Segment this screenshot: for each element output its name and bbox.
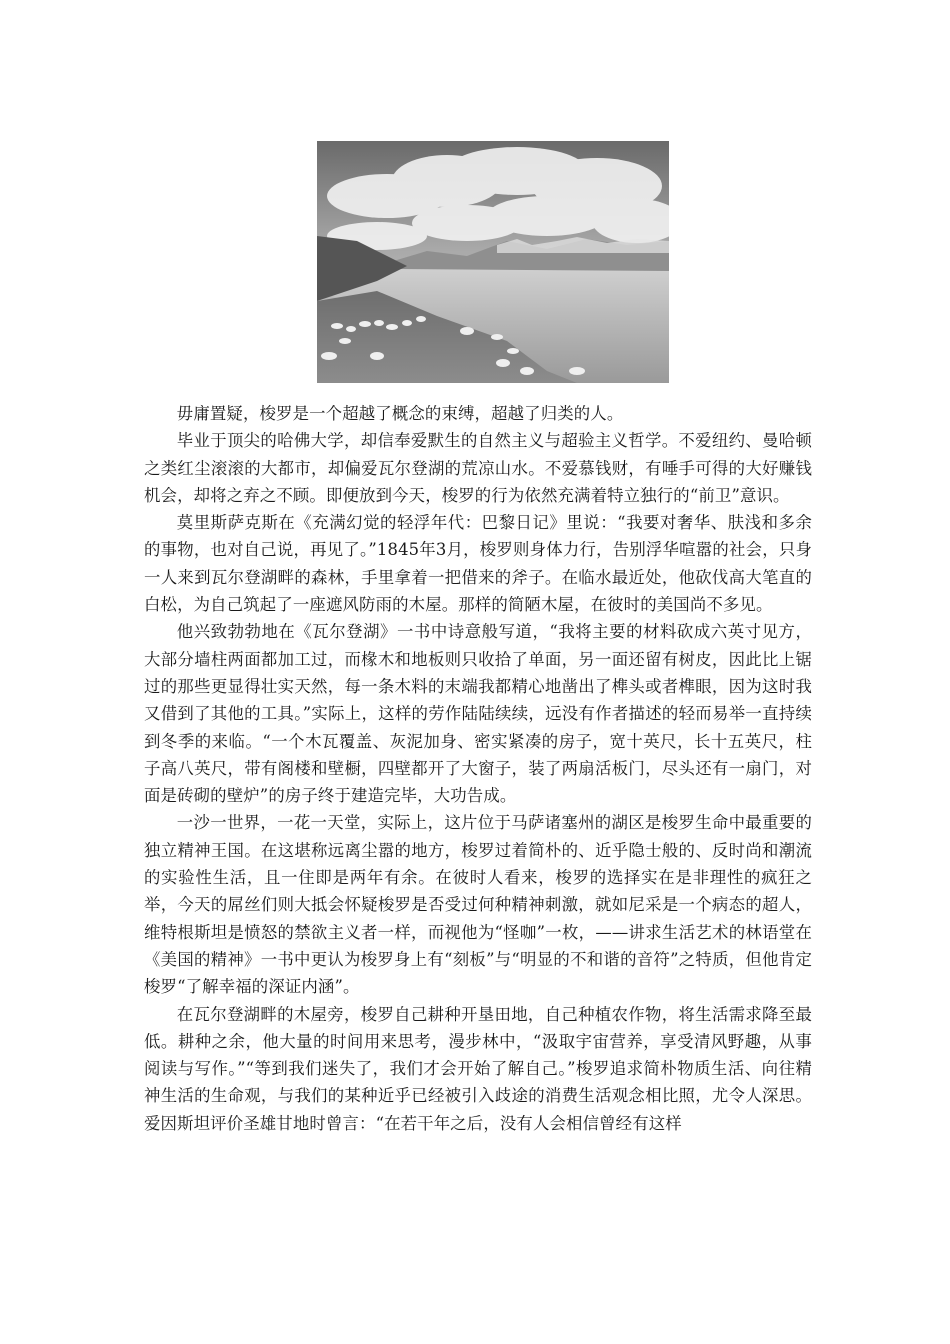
paragraph: 毕业于顶尖的哈佛大学，却信奉爱默生的自然主义与超验主义哲学。不爱纽约、曼哈顿之类红尘滚滚的大都市，却偏爱瓦尔登湖的荒凉山水。不爱慕钱财，有唾手可得的大好赚钱机会，却将之弃之不顾。即便放到今天，梭罗的行为依然充满着特立独行的“前卫”意识。 <box>144 431 812 505</box>
paragraph: 他兴致勃勃地在《瓦尔登湖》一书中诗意般写道，“我将主要的材料砍成六英寸见方，大部分墙柱两面都加工过，而椽木和地板则只收拾了单面，另一面还留有树皮，因此比上锯过的那些更显得壮实天然，每一条木料的末端我都精心地凿出了榫头或者榫眼，因为这时我又借到了其他的工具。”实际上，这样的劳作陆陆续续，远没有作者描述的轻而易举一直持续到冬季的来临。“一个木瓦覆盖、灰泥加身、密实紧凑的房子，宽十英尺，长十五英尺，柱子高八英尺，带有阁楼和壁橱，四壁都开了大窗子，装了两扇活板门，尽头还有一扇门，对面是砖砌的壁炉”的房子终于建造完毕，大功告成。 <box>144 622 812 806</box>
lake-landscape-photo <box>317 141 669 383</box>
paragraph: 一沙一世界，一花一天堂，实际上，这片位于马萨诸塞州的湖区是梭罗生命中最重要的独立精神王国。在这堪称远离尘嚣的地方，梭罗过着简朴的、近乎隐士般的、反时尚和潮流的实验性生活，且一住即是两年有余。在彼时人看来，梭罗的选择实在是非理性的疯狂之举，今天的屌丝们则大抵会怀疑梭罗是否受过何种精神刺激，就如尼采是一个病态的超人，维特根斯坦是愤怒的禁欲主义者一样，而视他为“怪咖”一枚，——讲求生活艺术的林语堂在《美国的精神》一书中更认为梭罗身上有“刻板”与“明显的不和谐的音符”之特质，但他肯定梭罗“了解幸福的深证内涵”。 <box>144 813 812 997</box>
paragraph: 在瓦尔登湖畔的木屋旁，梭罗自己耕种开垦田地，自己种植农作物，将生活需求降至最低。耕种之余，他大量的时间用来思考，漫步林中，“汲取宇宙营养，享受清风野趣，从事阅读与写作。”“等到我们迷失了，我们才会开始了解自己。”梭罗追求简朴物质生活、向往精神生活的生命观，与我们的某种近乎已经被引入歧途的消费生活观念相比照，尤令人深思。爱因斯坦评价圣雄甘地时曾言：“在若干年之后，没有人会相信曾经有这样 <box>144 1004 812 1133</box>
article-body <box>144 400 812 1137</box>
paragraph: 莫里斯萨克斯在《充满幻觉的轻浮年代：巴黎日记》里说：“我要对奢华、肤浅和多余的事物，也对自己说，再见了。”1845年3月，梭罗则身体力行，告别浮华喧嚣的社会，只身一人来到瓦尔登湖畔的森林，手里拿着一把借来的斧子。在临水最近处，他砍伐高大笔直的白松，为自己筑起了一座遮风防雨的木屋。那样的简陋木屋，在彼时的美国尚不多见。 <box>144 513 812 615</box>
lake-photo <box>317 141 669 383</box>
paragraph: 毋庸置疑，梭罗是一个超越了概念的束缚，超越了归类的人。 <box>176 404 624 423</box>
